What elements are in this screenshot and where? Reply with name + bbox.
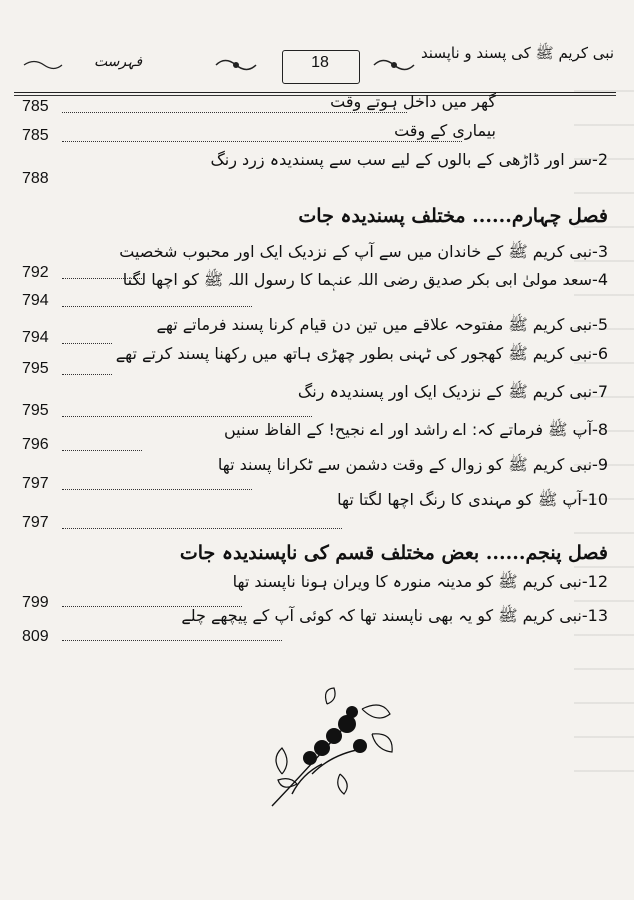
leader-dots xyxy=(62,112,407,113)
entry-page: 788 xyxy=(22,170,49,187)
leader-dots xyxy=(62,141,462,142)
toc-entry xyxy=(0,344,634,377)
chapter-heading: فصل پنجم...... بعض مختلف قسم کی ناپسندیدہ جات xyxy=(179,542,608,564)
entry-page: 799 xyxy=(22,594,49,611)
toc-entry xyxy=(0,270,634,309)
entry-title: 7-نبی کریم ﷺ کے نزدیک ایک اور پسندیدہ رنگ xyxy=(297,382,608,401)
entry-page: 792 xyxy=(22,264,49,281)
entry-title: 6-نبی کریم ﷺ کھجور کی ٹہنی بطور چھڑی ہاتھ میں رکھنا پسند کرتے تھے xyxy=(115,344,608,363)
toc-entry xyxy=(0,382,634,419)
running-title: نبی کریم ﷺ کی پسند و ناپسند xyxy=(420,44,614,62)
left-ornament-icon xyxy=(214,56,258,74)
toc-entry xyxy=(0,490,634,531)
entry-title: 10-آپ ﷺ کو مہندی کا رنگ اچھا لگتا تھا xyxy=(337,490,608,509)
flower-ornament-icon xyxy=(252,684,402,814)
entry-title: 5-نبی کریم ﷺ مفتوحہ علاقے میں تین دن قیام کرنا پسند فرماتے تھے xyxy=(156,315,608,334)
entry-page: 795 xyxy=(22,402,49,419)
entry-page: 797 xyxy=(22,475,49,492)
entry-title: 2-سر اور ڈاڑھی کے بالوں کے لیے سب سے پسندیدہ زرد رنگ xyxy=(210,150,608,169)
entry-title: 9-نبی کریم ﷺ کو زوال کے وقت دشمن سے ٹکرانا پسند تھا xyxy=(217,455,608,474)
leader-dots xyxy=(62,528,342,529)
toc-entry xyxy=(0,455,634,492)
entry-title: گھر میں داخل ہوتے وقت xyxy=(330,92,496,111)
corner-ornament-icon xyxy=(20,56,64,74)
entry-page: 797 xyxy=(22,514,49,531)
entry-title: 8-آپ ﷺ فرماتے کہ: اے راشد اور اے نجیح! کے الفاظ سنیں xyxy=(223,420,608,439)
entry-title: 13-نبی کریم ﷺ کو یہ بھی ناپسند تھا کہ کوئی آپ کے پیچھے چلے xyxy=(181,606,608,625)
toc-entry xyxy=(0,150,634,187)
running-section-label: فہرست xyxy=(93,54,143,70)
entry-page: 796 xyxy=(22,436,49,453)
toc-entry xyxy=(0,92,634,122)
entry-title: 12-نبی کریم ﷺ کو مدینہ منورہ کا ویران ہونا ناپسند تھا xyxy=(232,572,608,591)
entry-title: بیماری کے وقت xyxy=(394,121,496,140)
leader-dots xyxy=(62,416,312,417)
entry-page: 809 xyxy=(22,628,49,645)
page-number: 18 xyxy=(311,54,329,71)
toc-entry xyxy=(0,121,634,151)
chapter-heading: فصل چہارم...... مختلف پسندیدہ جات xyxy=(298,205,608,227)
entry-title: 3-نبی کریم ﷺ کے خاندان میں سے آپ کے نزدیک ایک اور محبوب شخصیت xyxy=(119,242,608,261)
leader-dots xyxy=(62,450,142,451)
entry-page: 795 xyxy=(22,360,49,377)
entry-page: 794 xyxy=(22,292,49,309)
entry-page: 785 xyxy=(22,127,49,144)
leader-dots xyxy=(62,640,282,641)
toc-entry xyxy=(0,606,634,645)
toc-entry xyxy=(0,572,634,611)
leader-dots xyxy=(62,374,112,375)
toc-entry xyxy=(0,420,634,453)
entry-title: 4-سعد مولیٰ ابی بکر صدیق رضی اللہ عنہما کا رسول اللہ ﷺ کو اچھا لگنا xyxy=(122,270,608,289)
right-ornament-icon xyxy=(372,56,416,74)
leader-dots xyxy=(62,306,252,307)
toc-entry xyxy=(0,315,634,345)
entry-page: 785 xyxy=(22,98,49,115)
entry-page: 794 xyxy=(22,329,49,346)
